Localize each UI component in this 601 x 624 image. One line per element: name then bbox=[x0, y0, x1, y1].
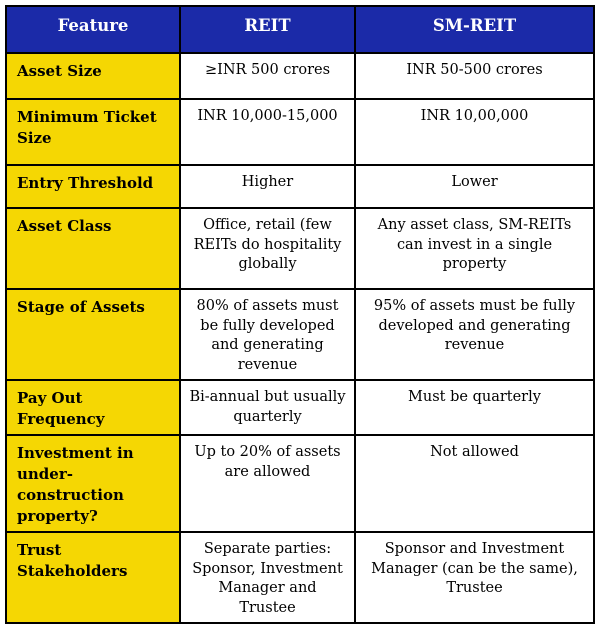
feature-cell: Asset Class bbox=[6, 208, 180, 289]
table-row bbox=[6, 99, 594, 165]
reit-cell: Higher bbox=[180, 165, 355, 208]
feature-cell: Investment in under-construction property? bbox=[6, 435, 180, 532]
reit-cell: Bi-annual but usually quarterly bbox=[180, 380, 355, 435]
feature-cell: Pay Out Frequency bbox=[6, 380, 180, 435]
table-row bbox=[6, 208, 594, 289]
header-row bbox=[6, 6, 594, 53]
table-row bbox=[6, 53, 594, 99]
reit-comparison-table bbox=[5, 5, 595, 624]
smreit-cell: Lower bbox=[355, 165, 594, 208]
smreit-cell: Not allowed bbox=[355, 435, 594, 532]
feature-cell: Asset Size bbox=[6, 53, 180, 99]
column-header-smreit: SM-REIT bbox=[355, 6, 594, 53]
smreit-cell: INR 10,00,000 bbox=[355, 99, 594, 165]
feature-cell: Trust Stakeholders bbox=[6, 532, 180, 623]
reit-cell: Separate parties: Sponsor, Investment Manager and Trustee bbox=[180, 532, 355, 623]
feature-cell: Stage of Assets bbox=[6, 289, 180, 380]
smreit-cell: 95% of assets must be fully developed and generating revenue bbox=[355, 289, 594, 380]
table-row bbox=[6, 435, 594, 532]
table-row bbox=[6, 532, 594, 623]
table-row bbox=[6, 380, 594, 435]
table-row bbox=[6, 165, 594, 208]
reit-cell: Office, retail (few REITs do hospitality globally bbox=[180, 208, 355, 289]
smreit-cell: INR 50-500 crores bbox=[355, 53, 594, 99]
reit-cell: 80% of assets must be fully developed and generating revenue bbox=[180, 289, 355, 380]
reit-cell: ≥INR 500 crores bbox=[180, 53, 355, 99]
column-header-feature: Feature bbox=[6, 6, 180, 53]
smreit-cell: Sponsor and Investment Manager (can be the same), Trustee bbox=[355, 532, 594, 623]
smreit-cell: Must be quarterly bbox=[355, 380, 594, 435]
feature-cell: Entry Threshold bbox=[6, 165, 180, 208]
column-header-reit: REIT bbox=[180, 6, 355, 53]
reit-cell: Up to 20% of assets are allowed bbox=[180, 435, 355, 532]
reit-cell: INR 10,000-15,000 bbox=[180, 99, 355, 165]
feature-cell: Minimum Ticket Size bbox=[6, 99, 180, 165]
table-row bbox=[6, 289, 594, 380]
smreit-cell: Any asset class, SM-REITs can invest in a single property bbox=[355, 208, 594, 289]
